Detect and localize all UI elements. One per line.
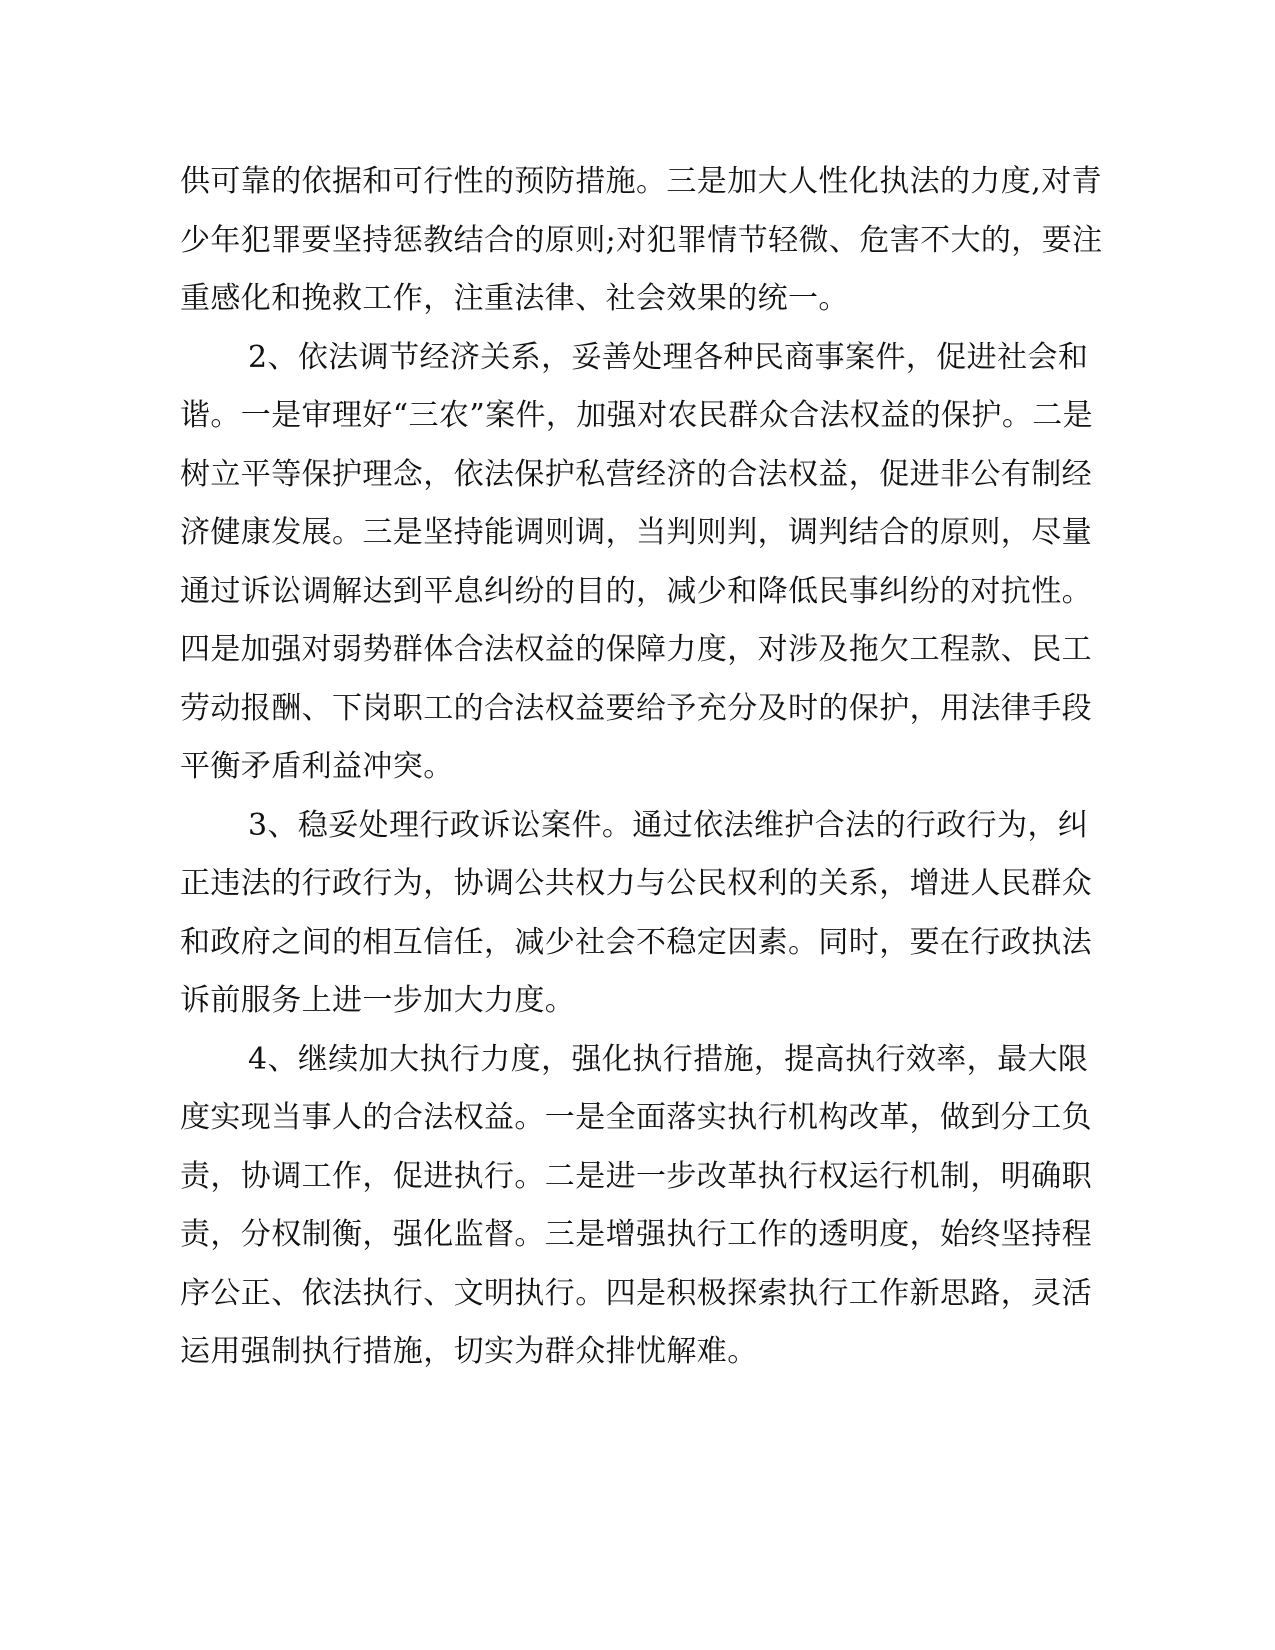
paragraph-1-line-3: 重感化和挽救工作，注重法律、社会效果的统一。 (180, 281, 849, 316)
paragraph-4-line-3: 责，协调工作，促进执行。二是进一步改革执行权运行机制，明确职 (180, 1159, 1092, 1194)
paragraph-3-line-1: 3、稳妥处理行政诉讼案件。通过依法维护合法的行政行为，纠 (248, 808, 1089, 843)
paragraph-2-line-3: 树立平等保护理念，依法保护私营经济的合法权益，促进非公有制经 (180, 457, 1092, 492)
paragraph-2-line-7: 劳动报酬、下岗职工的合法权益要给予充分及时的保护，用法律手段 (180, 691, 1092, 726)
paragraph-1-line-1: 供可靠的依据和可行性的预防措施。三是加大人性化执法的力度,对青 (180, 164, 1102, 199)
paragraph-2-line-4: 济健康发展。三是坚持能调则调，当判则判，调判结合的原则，尽量 (180, 515, 1092, 550)
paragraph-2-line-2: 谐。一是审理好“三农”案件，加强对农民群众合法权益的保护。二是 (180, 398, 1094, 433)
paragraph-2-line-1: 2、依法调节经济关系，妥善处理各种民商事案件，促进社会和 (248, 340, 1089, 375)
paragraph-4-line-6: 运用强制执行措施，切实为群众排忧解难。 (180, 1334, 758, 1369)
paragraph-4-line-4: 责，分权制衡，强化监督。三是增强执行工作的透明度，始终坚持程 (180, 1217, 1092, 1252)
paragraph-3-line-3: 和政府之间的相互信任，减少社会不稳定因素。同时，要在行政执法 (180, 925, 1092, 960)
paragraph-2-line-5: 通过诉讼调解达到平息纠纷的目的，减少和降低民事纠纷的对抗性。 (180, 574, 1092, 609)
paragraph-2-line-8: 平衡矛盾利益冲突。 (180, 749, 454, 784)
paragraph-4-line-2: 度实现当事人的合法权益。一是全面落实执行机构改革，做到分工负 (180, 1100, 1092, 1135)
paragraph-3-line-2: 正违法的行政行为，协调公共权力与公民权利的关系，增进人民群众 (180, 866, 1092, 901)
paragraph-4-line-1: 4、继续加大执行力度，强化执行措施，提高执行效率，最大限 (248, 1042, 1089, 1077)
paragraph-1-line-2: 少年犯罪要坚持惩教结合的原则;对犯罪情节轻微、危害不大的，要注 (180, 223, 1103, 258)
paragraph-4-line-5: 序公正、依法执行、文明执行。四是积极探索执行工作新思路，灵活 (180, 1276, 1092, 1311)
paragraph-2-line-6: 四是加强对弱势群体合法权益的保障力度，对涉及拖欠工程款、民工 (180, 632, 1092, 667)
paragraph-3-line-4: 诉前服务上进一步加大力度。 (180, 983, 576, 1018)
